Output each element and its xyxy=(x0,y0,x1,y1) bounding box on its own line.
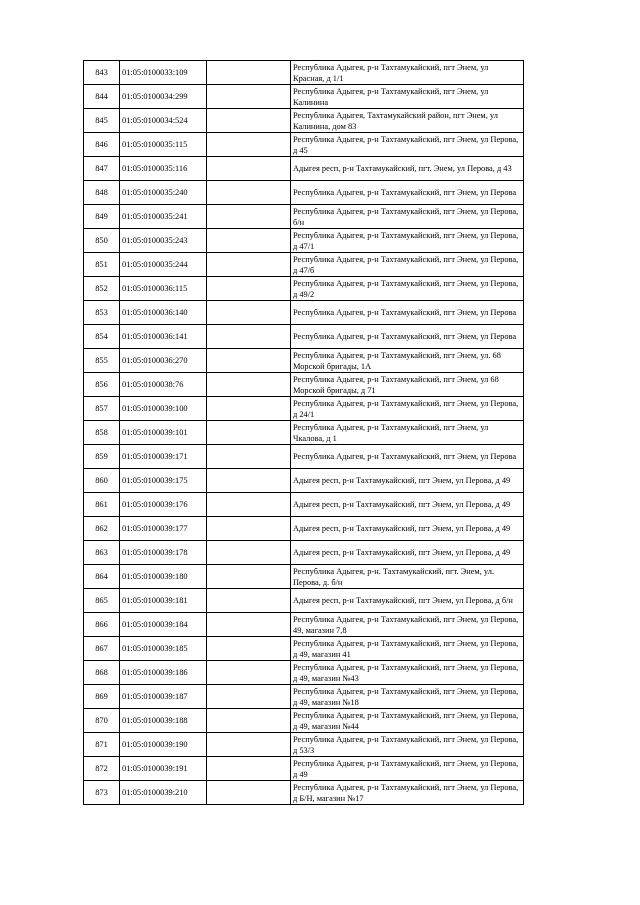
row-number-cell: 845 xyxy=(84,109,120,133)
empty-cell xyxy=(207,469,291,493)
table-row xyxy=(84,157,524,181)
table-row xyxy=(84,397,524,421)
table-row xyxy=(84,589,524,613)
cadastral-number-cell: 01:05:0100035:241 xyxy=(120,205,207,229)
row-number-cell: 867 xyxy=(84,637,120,661)
table-row xyxy=(84,133,524,157)
empty-cell xyxy=(207,205,291,229)
address-cell: Адыгея респ, р-н Тахтамукайский, пгт Энем, ул Перова, д 49 xyxy=(291,517,524,541)
address-cell: Республика Адыгея, р-н Тахтамукайский, пгт Энем, ул Перова xyxy=(291,301,524,325)
address-cell: Республика Адыгея, р-н Тахтамукайский, пгт Энем, ул Перова, д 49 xyxy=(291,757,524,781)
address-cell: Адыгея респ, р-н Тахтамукайский, пгт Энем, ул Перова, д 49 xyxy=(291,493,524,517)
empty-cell xyxy=(207,613,291,637)
empty-cell xyxy=(207,781,291,805)
row-number-cell: 861 xyxy=(84,493,120,517)
empty-cell xyxy=(207,109,291,133)
cadastral-number-cell: 01:05:0100039:181 xyxy=(120,589,207,613)
empty-cell xyxy=(207,277,291,301)
table-row xyxy=(84,709,524,733)
empty-cell xyxy=(207,709,291,733)
address-cell: Адыгея респ, р-н Тахтамукайский, пгт Энем, ул Перова, д 49 xyxy=(291,541,524,565)
cadastral-number-cell: 01:05:0100039:186 xyxy=(120,661,207,685)
table-row xyxy=(84,613,524,637)
address-cell: Республика Адыгея, р-н Тахтамукайский, пгт Энем, ул Перова xyxy=(291,325,524,349)
row-number-cell: 858 xyxy=(84,421,120,445)
empty-cell xyxy=(207,757,291,781)
address-cell: Республика Адыгея, р-н Тахтамукайский, пгт Энем, ул Перова, д 45 xyxy=(291,133,524,157)
cadastral-number-cell: 01:05:0100035:244 xyxy=(120,253,207,277)
table-row xyxy=(84,565,524,589)
cadastral-number-cell: 01:05:0100036:115 xyxy=(120,277,207,301)
row-number-cell: 864 xyxy=(84,565,120,589)
table-row xyxy=(84,181,524,205)
address-cell: Республика Адыгея, р-н Тахтамукайский, пгт Энем, ул Чкалова, д 1 xyxy=(291,421,524,445)
empty-cell xyxy=(207,157,291,181)
table-row xyxy=(84,757,524,781)
address-cell: Адыгея респ, р-н Тахтамукайский, пгт Энем, ул Перова, д б/н xyxy=(291,589,524,613)
row-number-cell: 855 xyxy=(84,349,120,373)
empty-cell xyxy=(207,661,291,685)
empty-cell xyxy=(207,517,291,541)
address-cell: Республика Адыгея, р-н Тахтамукайский, пгт Энем, ул Перова, б/н xyxy=(291,205,524,229)
address-cell: Республика Адыгея, р-н Тахтамукайский, пгт Энем, ул Перова, д 47/б xyxy=(291,253,524,277)
table-row xyxy=(84,349,524,373)
row-number-cell: 853 xyxy=(84,301,120,325)
row-number-cell: 844 xyxy=(84,85,120,109)
cadastral-number-cell: 01:05:0100034:299 xyxy=(120,85,207,109)
table-row xyxy=(84,493,524,517)
empty-cell xyxy=(207,421,291,445)
row-number-cell: 869 xyxy=(84,685,120,709)
address-cell: Республика Адыгея, р-н Тахтамукайский, пгт Энем, ул 68 Морской бригады, д 71 xyxy=(291,373,524,397)
empty-cell xyxy=(207,229,291,253)
address-cell: Республика Адыгея, р-н Тахтамукайский, пгт Энем, ул Перова, д 49, магазин №43 xyxy=(291,661,524,685)
row-number-cell: 865 xyxy=(84,589,120,613)
cadastral-number-cell: 01:05:0100039:176 xyxy=(120,493,207,517)
table-row xyxy=(84,517,524,541)
address-cell: Республика Адыгея, р-н Тахтамукайский, пгт Энем, ул Перова, д 53/3 xyxy=(291,733,524,757)
cadastral-number-cell: 01:05:0100039:185 xyxy=(120,637,207,661)
cadastral-number-cell: 01:05:0100039:180 xyxy=(120,565,207,589)
table-row xyxy=(84,301,524,325)
table-row xyxy=(84,685,524,709)
empty-cell xyxy=(207,541,291,565)
row-number-cell: 862 xyxy=(84,517,120,541)
row-number-cell: 848 xyxy=(84,181,120,205)
cadastral-number-cell: 01:05:0100033:109 xyxy=(120,61,207,85)
address-cell: Республика Адыгея, р-н Тахтамукайский, пгт Энем, ул Перова, д Б/Н, магазин №17 xyxy=(291,781,524,805)
address-cell: Республика Адыгея, Тахтамукайский район, пгт Энем, ул Калинина, дом 83 xyxy=(291,109,524,133)
cadastral-number-cell: 01:05:0100039:187 xyxy=(120,685,207,709)
table-row xyxy=(84,445,524,469)
row-number-cell: 856 xyxy=(84,373,120,397)
address-cell: Адыгея респ, р-н Тахтамукайский, пгт Энем, ул Перова, д 49 xyxy=(291,469,524,493)
table-row xyxy=(84,85,524,109)
address-cell: Республика Адыгея, р-н Тахтамукайский, пгт Энем, ул Перова, д 47/1 xyxy=(291,229,524,253)
row-number-cell: 866 xyxy=(84,613,120,637)
address-cell: Республика Адыгея, р-н Тахтамукайский, пгт Энем, ул Перова xyxy=(291,445,524,469)
table-row xyxy=(84,277,524,301)
registry-table xyxy=(83,60,524,805)
cadastral-number-cell: 01:05:0100039:210 xyxy=(120,781,207,805)
table-row xyxy=(84,541,524,565)
row-number-cell: 872 xyxy=(84,757,120,781)
address-cell: Республика Адыгея, р-н Тахтамукайский, пгт Энем, ул Перова, д 49/2 xyxy=(291,277,524,301)
empty-cell xyxy=(207,373,291,397)
cadastral-number-cell: 01:05:0100036:140 xyxy=(120,301,207,325)
cadastral-number-cell: 01:05:0100039:171 xyxy=(120,445,207,469)
address-cell: Адыгея респ, р-н Тахтамукайский, пгт. Энем, ул Перова, д 43 xyxy=(291,157,524,181)
cadastral-number-cell: 01:05:0100039:100 xyxy=(120,397,207,421)
table-row xyxy=(84,421,524,445)
cadastral-number-cell: 01:05:0100035:240 xyxy=(120,181,207,205)
empty-cell xyxy=(207,133,291,157)
cadastral-number-cell: 01:05:0100036:141 xyxy=(120,325,207,349)
address-cell: Республика Адыгея, р-н Тахтамукайский, пгт Энем, ул Перова, д 49, магазин 41 xyxy=(291,637,524,661)
empty-cell xyxy=(207,565,291,589)
cadastral-number-cell: 01:05:0100036:270 xyxy=(120,349,207,373)
empty-cell xyxy=(207,181,291,205)
empty-cell xyxy=(207,301,291,325)
row-number-cell: 847 xyxy=(84,157,120,181)
row-number-cell: 860 xyxy=(84,469,120,493)
cadastral-number-cell: 01:05:0100039:184 xyxy=(120,613,207,637)
empty-cell xyxy=(207,637,291,661)
address-cell: Республика Адыгея, р-н Тахтамукайский, пгт Энем, ул Перова xyxy=(291,181,524,205)
table-row xyxy=(84,109,524,133)
row-number-cell: 873 xyxy=(84,781,120,805)
row-number-cell: 843 xyxy=(84,61,120,85)
empty-cell xyxy=(207,493,291,517)
row-number-cell: 849 xyxy=(84,205,120,229)
cadastral-number-cell: 01:05:0100039:101 xyxy=(120,421,207,445)
table-row xyxy=(84,61,524,85)
empty-cell xyxy=(207,733,291,757)
cadastral-number-cell: 01:05:0100035:243 xyxy=(120,229,207,253)
table-row xyxy=(84,637,524,661)
table-row xyxy=(84,469,524,493)
cadastral-number-cell: 01:05:0100039:190 xyxy=(120,733,207,757)
row-number-cell: 850 xyxy=(84,229,120,253)
registry-table-body xyxy=(84,61,524,805)
address-cell: Республика Адыгея, р-н. Тахтамукайский, пгт. Энем, ул. Перова, д. б/н xyxy=(291,565,524,589)
cadastral-number-cell: 01:05:0100034:524 xyxy=(120,109,207,133)
table-row xyxy=(84,661,524,685)
table-row xyxy=(84,373,524,397)
row-number-cell: 871 xyxy=(84,733,120,757)
row-number-cell: 870 xyxy=(84,709,120,733)
empty-cell xyxy=(207,349,291,373)
row-number-cell: 852 xyxy=(84,277,120,301)
row-number-cell: 868 xyxy=(84,661,120,685)
table-row xyxy=(84,733,524,757)
cadastral-number-cell: 01:05:0100039:188 xyxy=(120,709,207,733)
cadastral-number-cell: 01:05:0100035:115 xyxy=(120,133,207,157)
cadastral-number-cell: 01:05:0100039:191 xyxy=(120,757,207,781)
empty-cell xyxy=(207,325,291,349)
address-cell: Республика Адыгея, р-н Тахтамукайский, пгт Энем, ул Перова, 49, магазин 7,8 xyxy=(291,613,524,637)
cadastral-number-cell: 01:05:0100039:177 xyxy=(120,517,207,541)
address-cell: Республика Адыгея, р-н Тахтамукайский, пгт Энем, ул Перова, д 24/1 xyxy=(291,397,524,421)
cadastral-number-cell: 01:05:0100039:178 xyxy=(120,541,207,565)
cadastral-number-cell: 01:05:0100035:116 xyxy=(120,157,207,181)
row-number-cell: 846 xyxy=(84,133,120,157)
address-cell: Республика Адыгея, р-н Тахтамукайский, пгт Энем, ул Перова, д 49, магазин №44 xyxy=(291,709,524,733)
table-row xyxy=(84,325,524,349)
empty-cell xyxy=(207,253,291,277)
table-row xyxy=(84,229,524,253)
row-number-cell: 857 xyxy=(84,397,120,421)
cadastral-number-cell: 01:05:0100039:175 xyxy=(120,469,207,493)
row-number-cell: 863 xyxy=(84,541,120,565)
row-number-cell: 854 xyxy=(84,325,120,349)
address-cell: Республика Адыгея, р-н Тахтамукайский, пгт Энем, ул Перова, д 49, магазин №18 xyxy=(291,685,524,709)
address-cell: Республика Адыгея, р-н Тахтамукайский, пгт Энем, ул Калинина xyxy=(291,85,524,109)
address-cell: Республика Адыгея, р-н Тахтамукайский, пгт Энем, ул Красная, д 1/1 xyxy=(291,61,524,85)
table-row xyxy=(84,205,524,229)
empty-cell xyxy=(207,85,291,109)
empty-cell xyxy=(207,589,291,613)
empty-cell xyxy=(207,445,291,469)
empty-cell xyxy=(207,685,291,709)
empty-cell xyxy=(207,397,291,421)
empty-cell xyxy=(207,61,291,85)
table-row xyxy=(84,781,524,805)
row-number-cell: 859 xyxy=(84,445,120,469)
address-cell: Республика Адыгея, р-н Тахтамукайский, пгт Энем, ул. 68 Морской бригады, 1А xyxy=(291,349,524,373)
row-number-cell: 851 xyxy=(84,253,120,277)
table-row xyxy=(84,253,524,277)
cadastral-number-cell: 01:05:0100038:76 xyxy=(120,373,207,397)
